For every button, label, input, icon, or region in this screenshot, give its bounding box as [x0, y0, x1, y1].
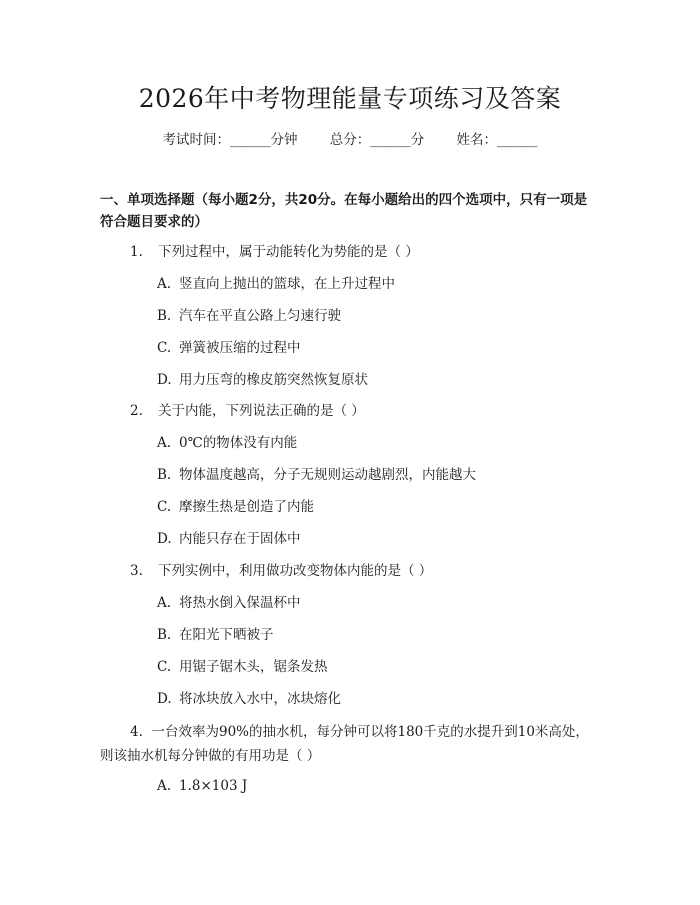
option-letter: A. — [157, 778, 172, 794]
option-2c — [157, 497, 314, 517]
option-3b — [157, 625, 274, 645]
option-text: 竖直向上抛出的篮球，在上升过程中 — [179, 276, 395, 292]
option-text: 在阳光下晒被子 — [179, 627, 274, 643]
question-stem: 下列实例中，利用做功改变物体内能的是（ ） — [158, 563, 433, 579]
option-text: 摩擦生热是创造了内能 — [179, 499, 314, 515]
question-4 — [100, 720, 600, 768]
option-1c — [157, 338, 301, 358]
option-1b — [157, 306, 341, 326]
document-title: 2026年中考物理能量专项练习及答案 — [138, 84, 562, 113]
option-text: 用力压弯的橡皮筋突然恢复原状 — [179, 372, 368, 388]
option-letter: C. — [157, 340, 172, 356]
exam-name: 姓名：______ — [456, 132, 538, 148]
option-text: 汽车在平直公路上匀速行驶 — [179, 308, 341, 324]
question-number: 2. — [130, 403, 143, 419]
option-2a — [157, 433, 297, 453]
option-text: 将热水倒入保温杯中 — [179, 595, 301, 611]
option-letter: C. — [157, 499, 172, 515]
option-letter: B. — [157, 627, 172, 643]
question-number: 1. — [130, 244, 143, 260]
option-2d — [157, 529, 301, 549]
option-text: 弹簧被压缩的过程中 — [179, 340, 301, 356]
option-letter: B. — [157, 308, 172, 324]
question-2 — [130, 401, 365, 421]
exam-meta — [0, 130, 700, 150]
option-letter: A. — [157, 276, 172, 292]
option-letter: A. — [157, 595, 172, 611]
option-3d — [157, 689, 341, 709]
question-number: 3. — [130, 563, 143, 579]
question-3 — [130, 561, 432, 581]
option-text: 0℃的物体没有内能 — [179, 435, 298, 451]
option-3c — [157, 657, 328, 677]
option-letter: D. — [157, 691, 172, 707]
question-stem: 一台效率为90%的抽水机，每分钟可以将180千克的水提升到10米高处，则该抽水机每分钟做的有用功是（ ） — [100, 724, 589, 764]
exam-time: 考试时间：______分钟 — [162, 132, 298, 148]
option-text: 将冰块放入水中，冰块熔化 — [179, 691, 341, 707]
question-stem: 下列过程中，属于动能转化为势能的是（ ） — [158, 244, 419, 260]
question-1 — [130, 242, 419, 262]
option-text: 1.8×103 J — [179, 778, 248, 794]
option-3a — [157, 593, 301, 613]
question-number: 4. — [130, 724, 143, 740]
option-2b — [157, 465, 476, 485]
section-heading: 一、单项选择题（每小题2分，共20分。在每小题给出的四个选项中，只有一项是符合题目要求的） — [100, 192, 588, 230]
option-1a — [157, 274, 395, 294]
question-stem: 关于内能，下列说法正确的是（ ） — [158, 403, 365, 419]
option-letter: D. — [157, 531, 172, 547]
option-letter: D. — [157, 372, 172, 388]
option-letter: A. — [157, 435, 172, 451]
option-4a — [157, 776, 247, 796]
option-text: 用锯子锯木头，锯条发热 — [179, 659, 328, 675]
option-text: 内能只存在于固体中 — [179, 531, 301, 547]
exam-score: 总分：______分 — [329, 132, 425, 148]
option-letter: C. — [157, 659, 172, 675]
option-1d — [157, 370, 368, 390]
option-text: 物体温度越高，分子无规则运动越剧烈，内能越大 — [179, 467, 476, 483]
option-letter: B. — [157, 467, 172, 483]
